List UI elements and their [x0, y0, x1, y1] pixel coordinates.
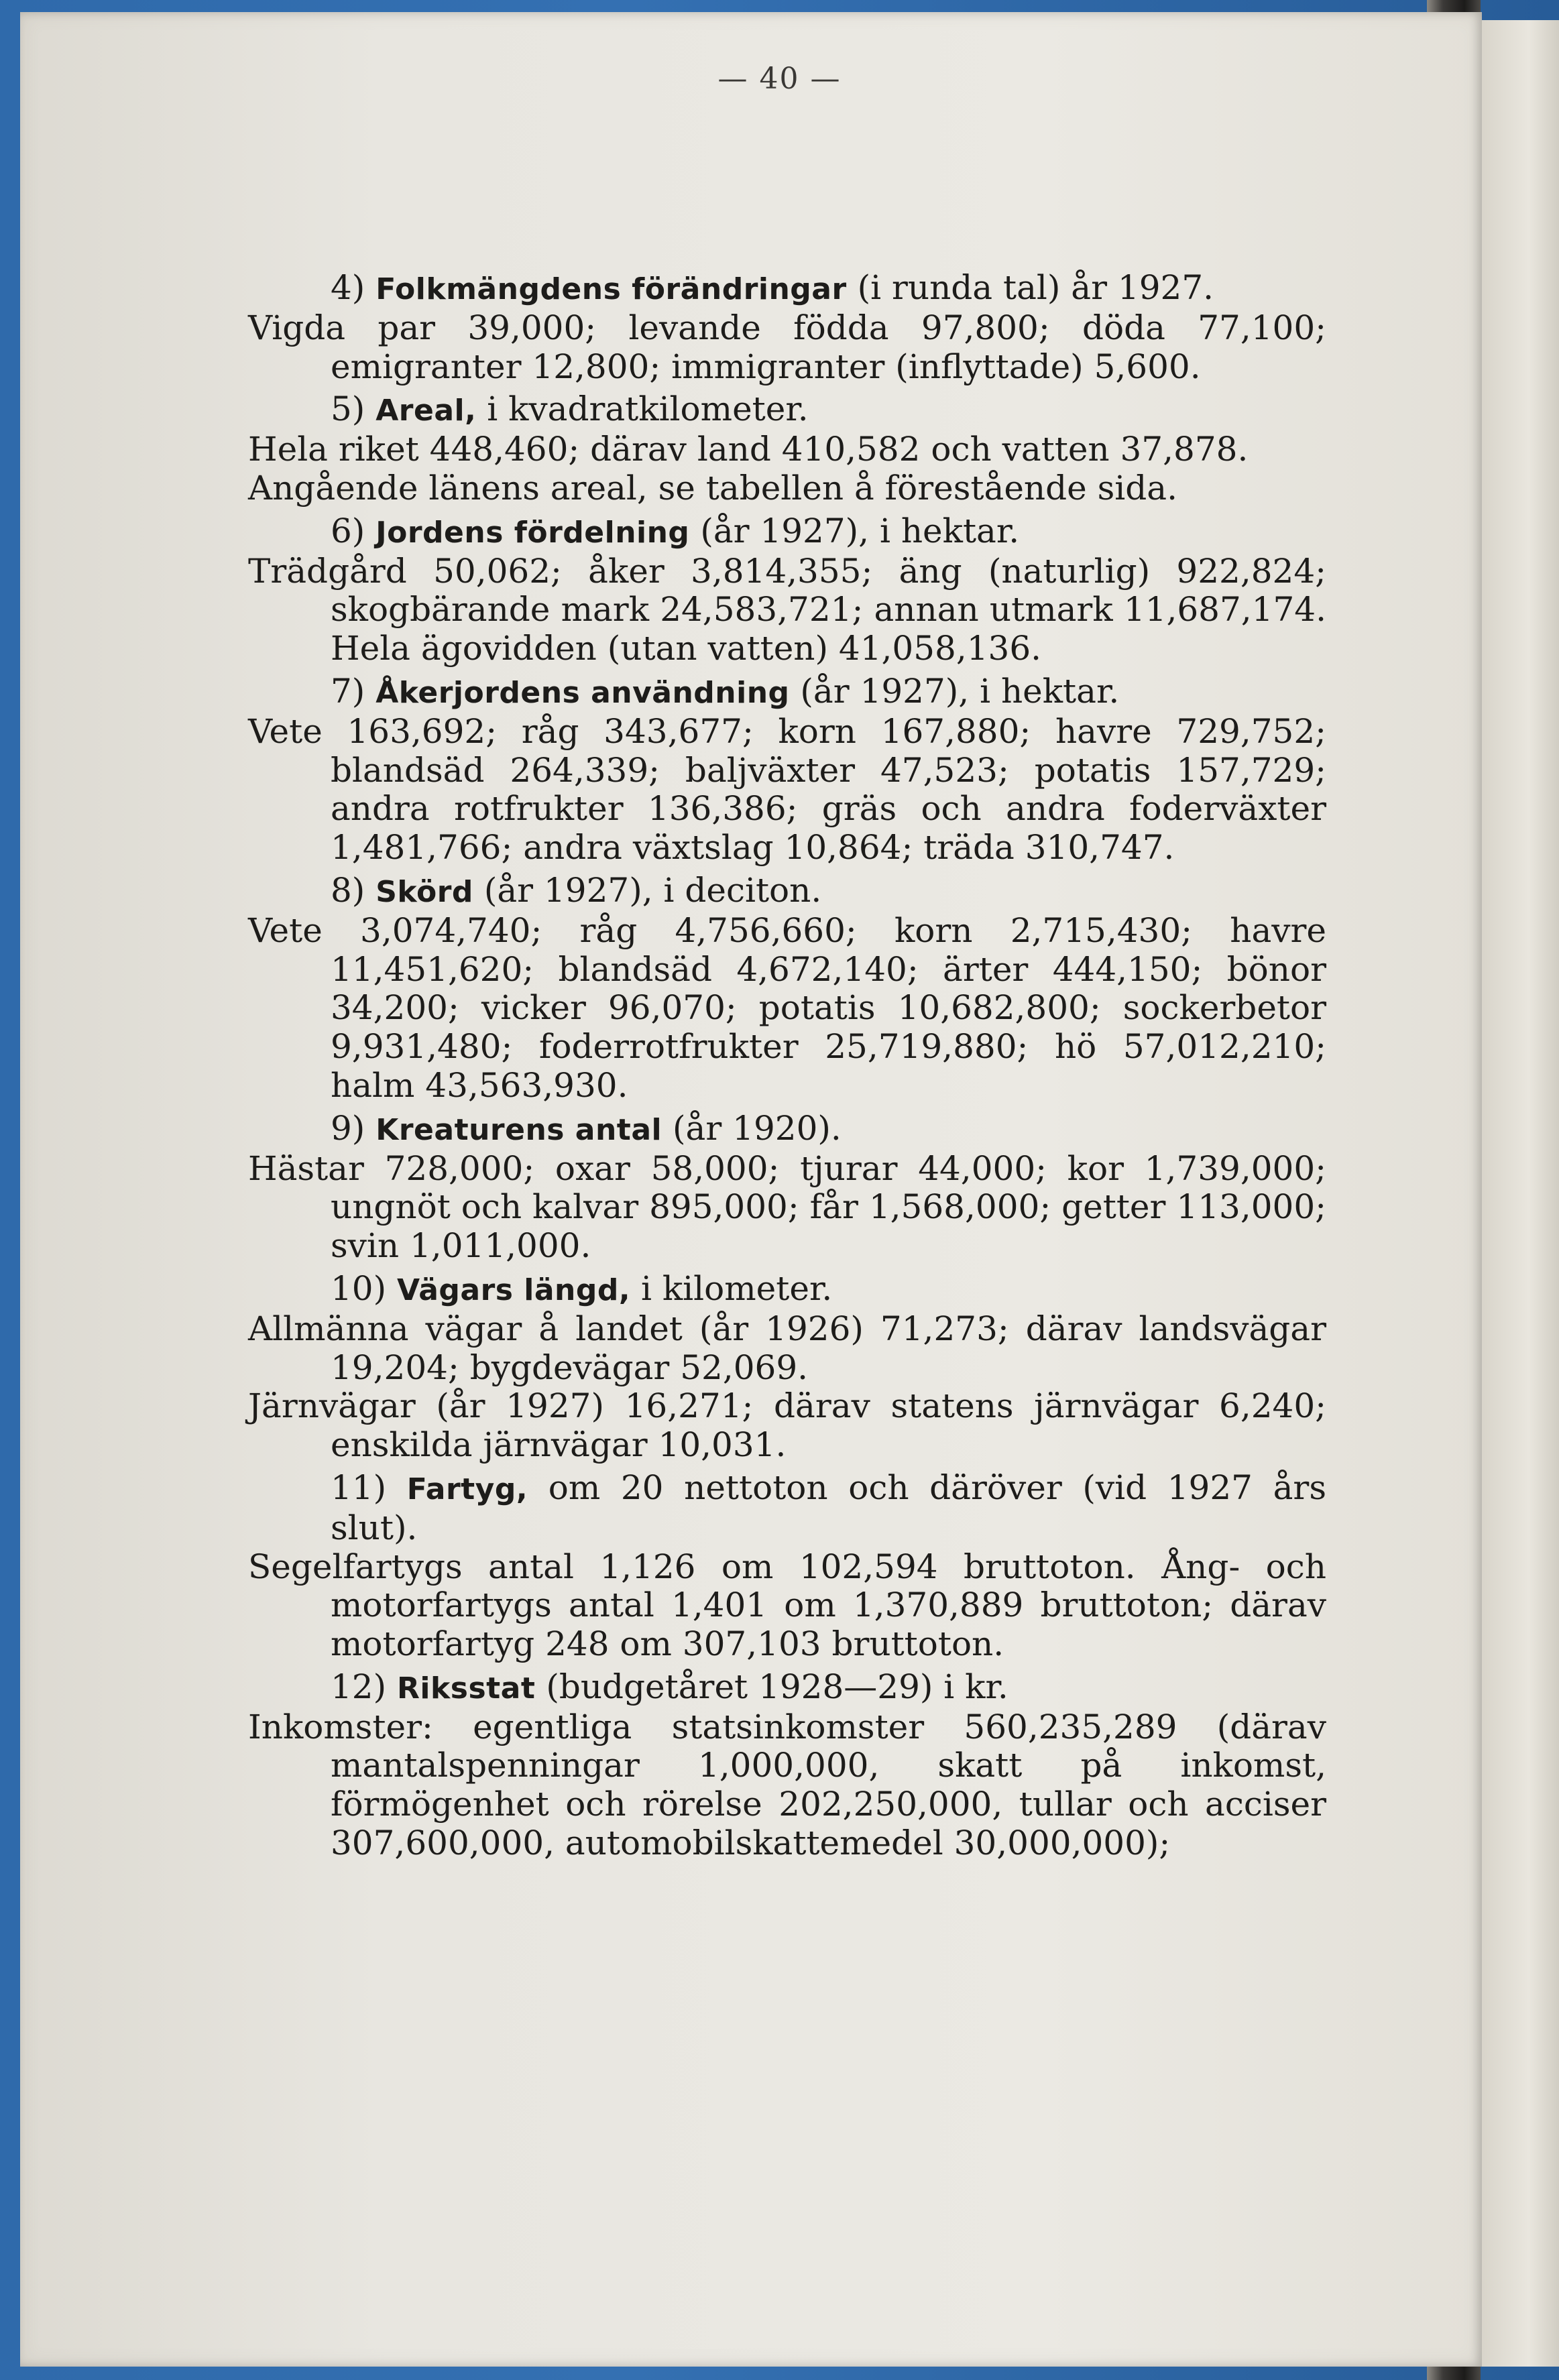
section-qualifier: i kilometer. — [630, 1268, 833, 1308]
page-text — [248, 265, 1326, 1863]
section-qualifier: (år 1927), i hektar. — [789, 671, 1120, 711]
section-body-5b: Angående länens areal, se tabellen å förestående sida. — [248, 468, 1177, 508]
section-number: 4) — [331, 268, 365, 307]
section-body-4: Vigda par 39,000; levande födda 97,800; döda 77,100; emigranter 12,800; immigranter (inflyttade) 5,600. — [248, 308, 1326, 386]
section-heading-5 — [248, 390, 1326, 430]
section-qualifier: (år 1927), i deciton. — [473, 870, 822, 910]
section-heading-12 — [248, 1668, 1326, 1708]
section-body-10b: Järnvägar (år 1927) 16,271; därav statens järnvägar 6,240; enskilda järnvägar 10,031. — [248, 1386, 1326, 1465]
section-number: 9) — [331, 1108, 365, 1148]
section-body-9: Hästar 728,000; oxar 58,000; tjurar 44,000; kor 1,739,000; ungnöt och kalvar 895,000; får 1,568,000; getter 113,000; svin 1,011,000. — [248, 1148, 1326, 1266]
section-number: 8) — [331, 870, 365, 910]
section-title: Jordens fördelning — [376, 515, 690, 550]
section-title: Folkmängdens förändringar — [376, 272, 847, 306]
section-title: Fartyg, — [406, 1472, 528, 1506]
section-body-11: Segelfartygs antal 1,126 om 102,594 bruttoton. Ång- och motorfartygs antal 1,401 om 1,370,889 bruttoton; därav motorfartyg 248 om 307,103 bruttoton. — [248, 1547, 1326, 1664]
section-body-12: Inkomster: egentliga statsinkomster 560,235,289 (därav mantalspenningar 1,000,000, skatt på inkomst, förmögenhet och rörelse 202,250,000, tullar och acciser 307,600,000, automobilskattemedel 30,000,000); — [248, 1707, 1326, 1863]
section-heading-7 — [248, 672, 1326, 713]
section-qualifier: (i runda tal) år 1927. — [846, 268, 1214, 307]
section-title: Areal, — [376, 394, 477, 428]
section-body-10: Allmänna vägar å landet (år 1926) 71,273; därav landsvägar 19,204; bygdevägar 52,069. — [248, 1309, 1326, 1387]
section-number: 11) — [331, 1468, 387, 1507]
section-qualifier: (år 1920). — [662, 1108, 842, 1148]
section-heading-11 — [248, 1469, 1326, 1548]
facing-page-edge — [1479, 20, 1559, 2367]
section-number: 5) — [331, 390, 365, 429]
section-heading-6 — [248, 512, 1326, 552]
section-heading-10 — [248, 1270, 1326, 1310]
section-title: Vägars längd, — [397, 1272, 631, 1307]
page-number: — 40 — — [717, 62, 842, 96]
section-body-8: Vete 3,074,740; råg 4,756,660; korn 2,715,430; havre 11,451,620; blandsäd 4,672,140; ärter 444,150; bönor 34,200; vicker 96,070; potatis 10,682,800; sockerbetor 9,931,480; foderrotfrukter 25,719,880; hö 57,012,210; halm 43,563,930. — [248, 910, 1326, 1105]
section-heading-9 — [248, 1110, 1326, 1150]
section-body-5: Hela riket 448,460; därav land 410,582 och vatten 37,878. — [248, 430, 1249, 469]
section-qualifier: (budgetåret 1928—29) i kr. — [535, 1667, 1008, 1706]
section-heading-4 — [248, 269, 1326, 309]
section-number: 12) — [331, 1667, 387, 1706]
section-title: Kreaturens antal — [376, 1112, 662, 1147]
section-number: 7) — [331, 671, 365, 711]
section-body-7: Vete 163,692; råg 343,677; korn 167,880; havre 729,752; blandsäd 264,339; baljväxter 47,523; potatis 157,729; andra rotfrukter 136,386; gräs och andra foderväxter 1,481,766; andra växtslag 10,864; träda 310,747. — [248, 711, 1326, 868]
section-number: 10) — [331, 1268, 387, 1308]
section-qualifier: i kvadratkilometer. — [476, 390, 809, 429]
section-heading-8 — [248, 872, 1326, 912]
section-number: 6) — [331, 511, 365, 550]
section-body-6: Trädgård 50,062; åker 3,814,355; äng (naturlig) 922,824; skogbärande mark 24,583,721; annan utmark 11,687,174. Hela ägovidden (utan vatten) 41,058,136. — [248, 551, 1326, 668]
section-title: Skörd — [376, 874, 473, 909]
section-title: Riksstat — [397, 1671, 536, 1706]
section-qualifier: (år 1927), i hektar. — [689, 511, 1020, 550]
section-qualifier: om 20 nettoton och däröver (vid 1927 års slut). — [331, 1468, 1326, 1547]
section-title: Åkerjordens användning — [376, 675, 790, 710]
